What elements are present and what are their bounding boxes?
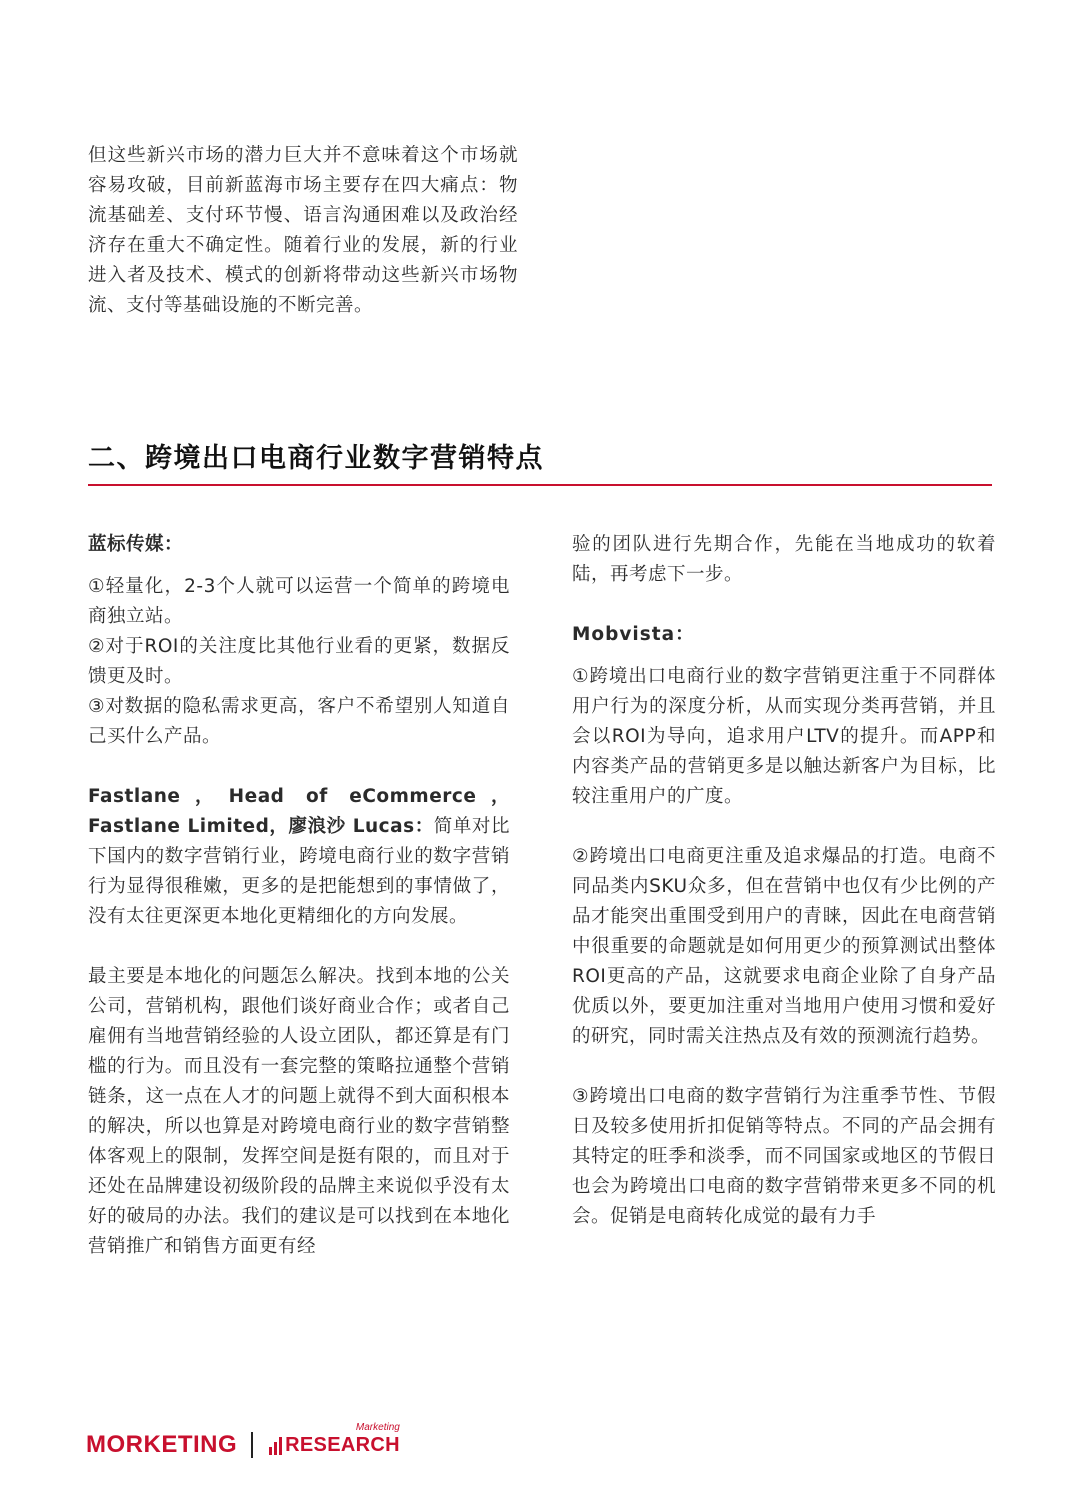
localization-paragraph: 最主要是本地化的问题怎么解决。找到本地的公关公司，营销机构，跟他们谈好商业合作；或者自己雇佣有当地营销经验的人设立团队，都还算是有门槛的行为。而且没有一套完整的策略拉通整个营销链条，这一点在人才的问题上就得不到大面积根本的解决，所以也算是对跨境电商行业的数字营销整体客观上的限制，发挥空间是挺有限的，而且对于还处在品牌建设初级阶段的品牌主来说似乎没有太好的破局的办法。我们的建议是可以找到在本地化营销推广和销售方面更有经	[88, 966, 510, 1257]
fastlane-text: 简单对比下国内的数字营销行业，跨境电商行业的数字营销行为显得很稚嫩，更多的是把能想到的事情做了，没有太往更深更本地化更精细化的方向发展。	[88, 816, 510, 927]
spacer	[572, 590, 996, 620]
logo-divider	[251, 1432, 253, 1458]
footer-logos	[86, 1422, 400, 1462]
left-column	[88, 530, 510, 1262]
mobvista-point-2: ②跨境出口电商更注重及追求爆品的打造。电商不同品类内SKU众多，但在营销中也仅有少比例的产品才能突出重围受到用户的青睐，因此在电商营销中很重要的命题就是如何用更少的预算测试出整体ROI更高的产品，这就要求电商企业除了自身产品优质以外，要更加注重对当地用户使用习惯和爱好的研究，同时需关注热点及有效的预测流行趋势。	[572, 846, 996, 1047]
mobvista-point-3: ③跨境出口电商的数字营销行为注重季节性、节假日及较多使用折扣促销等特点。不同的产品会拥有其特定的旺季和淡季，而不同国家或地区的节假日也会为跨境出口电商的数字营销带来更多不同的机会。促销是电商转化成觉的最有力手	[572, 1086, 996, 1227]
lanbiao-point-1: ①轻量化，2-3个人就可以运营一个简单的跨境电商独立站。	[88, 576, 510, 627]
mobvista-point-1: ①跨境出口电商行业的数字营销更注重于不同群体用户行为的深度分析，从而实现分类再营销，并且会以ROI为导向，追求用户LTV的提升。而APP和内容类产品的营销更多是以触达新客户为目标，比较注重用户的广度。	[572, 666, 996, 807]
research-logo-text: RESEARCH	[285, 1434, 400, 1456]
spacer	[572, 812, 996, 842]
spacer	[88, 932, 510, 962]
intro-paragraph: 但这些新兴市场的潜力巨大并不意味着这个市场就容易攻破，目前新蓝海市场主要存在四大痛点：物流基础差、支付环节慢、语言沟通困难以及政治经济存在重大不确定性。随着行业的发展，新的行业进入者及技术、模式的创新将带动这些新兴市场物流、支付等基础设施的不断完善。	[88, 145, 518, 316]
lanbiao-label: 蓝标传媒：	[88, 534, 184, 555]
fastlane-label: Fastlane，Head of eCommerce，Fastlane Limited，廖浪沙 Lucas：	[88, 786, 510, 837]
bar-chart-icon	[269, 1435, 282, 1455]
research-logo	[269, 1422, 400, 1456]
continuation-paragraph: 验的团队进行先期合作，先能在当地成功的软着陆，再考虑下一步。	[572, 534, 996, 585]
right-column	[572, 530, 996, 1232]
fastlane-paragraph	[88, 782, 510, 932]
section-title: 二、跨境出口电商行业数字营销特点	[88, 443, 544, 474]
mobvista-label: Mobvista：	[572, 624, 695, 645]
lanbiao-point-2: ②对于ROI的关注度比其他行业看的更紧，数据反馈更及时。	[88, 636, 510, 687]
spacer	[88, 752, 510, 782]
spacer	[572, 1052, 996, 1082]
lanbiao-point-3: ③对数据的隐私需求更高，客户不希望别人知道自己买什么产品。	[88, 696, 510, 747]
morketing-logo: MORKETING	[86, 1431, 238, 1458]
research-logo-subtext: Marketing	[355, 1422, 400, 1433]
section-divider	[88, 484, 992, 486]
